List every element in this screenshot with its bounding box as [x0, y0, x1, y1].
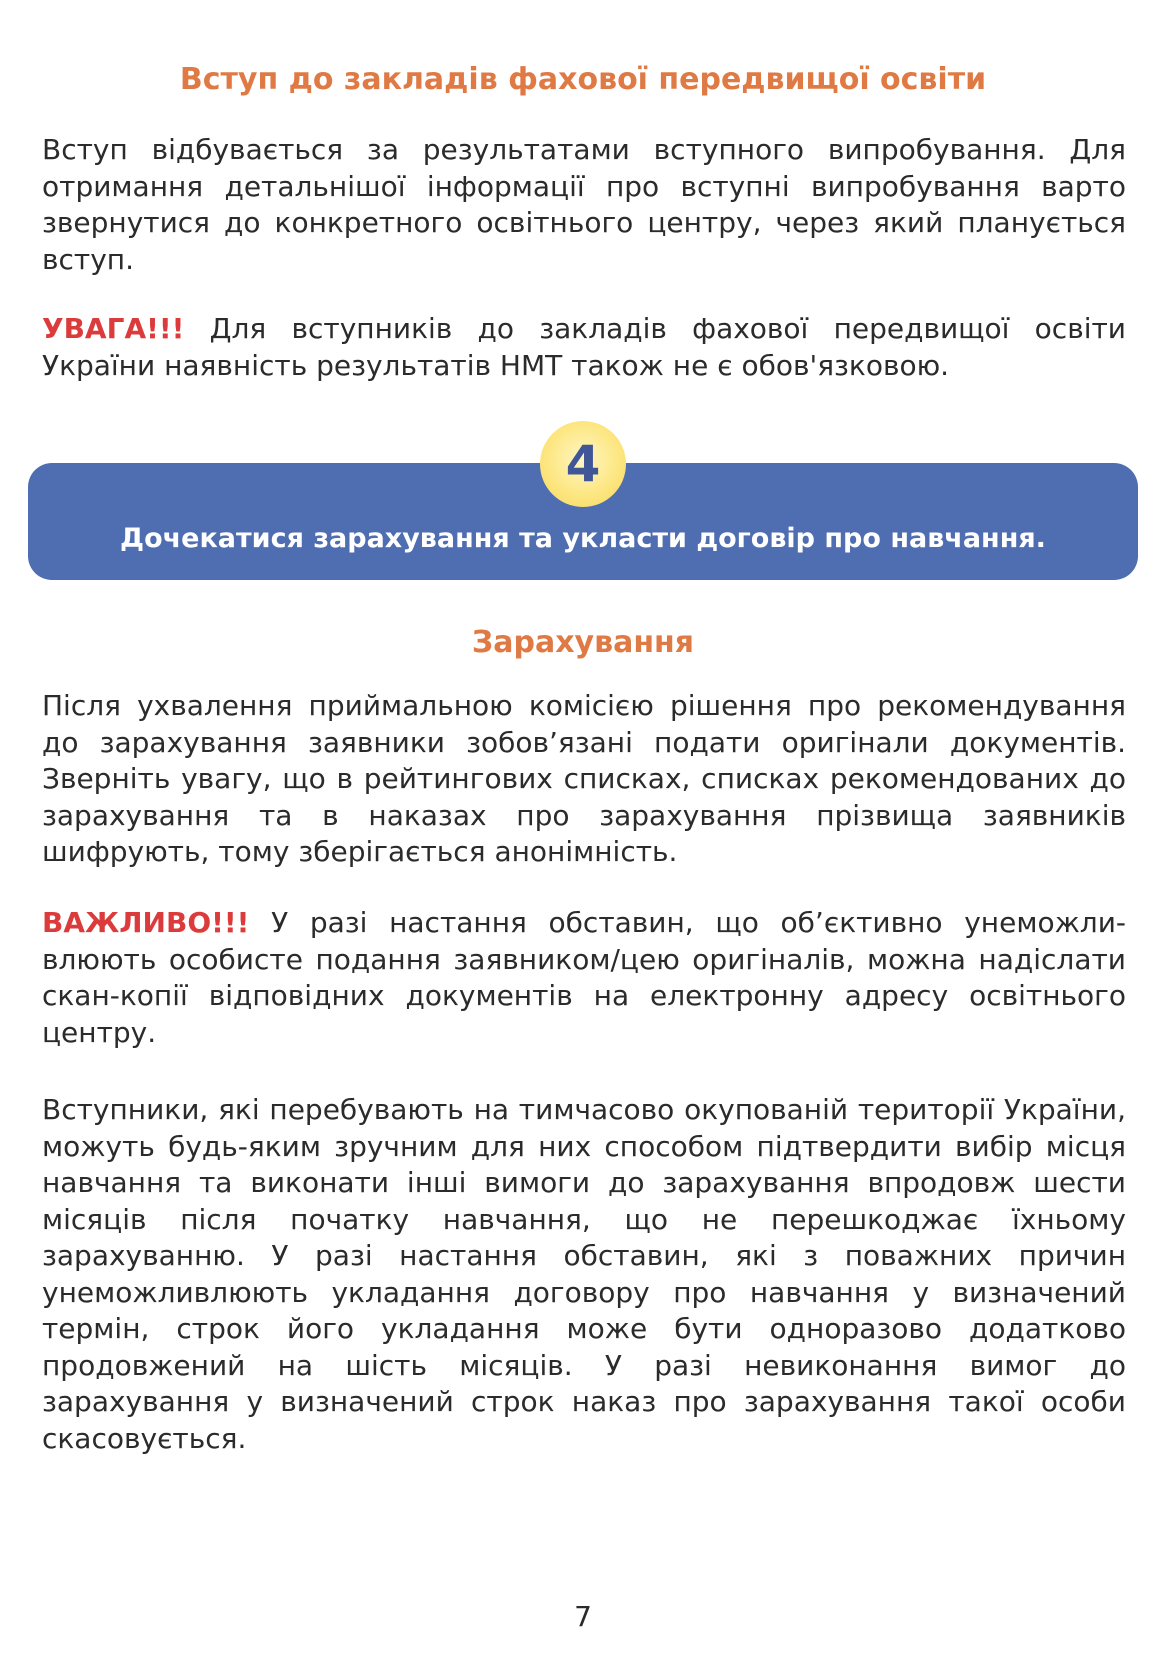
occupied-territory-paragraph: Вступники, які перебувають на тимчасово окупованій території України, можуть будь-яким зручним для них способом підтвердити вибір місця навчання та виконати інші вимоги до зарахування впродовж шести місяців після початку навчання, що не перешкоджає їхньому зарахуванню. У разі настання обставин, які з поважних причин унеможливлюють укладання договору про навчання у визначений термін, строк його укладання може бути одноразово додатково продовжений на шість місяців. У разі невиконання вимог до зарахування у визначений строк наказ про зарахування такої особи скасовується.	[42, 1093, 1126, 1455]
attention-note	[42, 311, 1126, 384]
attention-label: УВАГА!!!	[42, 312, 185, 345]
important-label: ВАЖЛИВО!!!	[42, 906, 250, 939]
step-banner-text: Дочекатися зарахування та укласти договір про навчання.	[120, 523, 1046, 554]
attention-text: Для вступників до закладів фахової передвищої освіти України наявність результатів НМТ також не є обов'язковою.	[42, 312, 1126, 382]
section-heading-admission: Вступ до закладів фахової передвищої освіти	[179, 62, 987, 97]
enrollment-paragraph: Після ухвалення приймальною комісією рішення про рекомендування до зарахування заявники зобов’язані подати оригінали документів. Зверніть увагу, що в рейтингових списках, списках рекомендованих до зарахування та в наказах про зарахування прізвища заявників шифрують, тому зберігається анонімність.	[42, 689, 1126, 868]
important-note	[42, 905, 1126, 1051]
page-number: 7	[574, 1600, 592, 1633]
section-heading-enrollment: Зарахування	[471, 625, 695, 660]
admission-paragraph: Вступ відбувається за результатами вступного випробування. Для отримання детальнішої інформації про вступні випробування варто звернутися до конкретного освітнього центру, через який планується вступ.	[42, 133, 1126, 276]
important-text: У разі настання обставин, що об’єктивно унеможливлюють особисте подання заявником/цею оригіналів, можна надіслати скан-копії відповідних документів на електронну адресу освітнього центру.	[42, 906, 1126, 1049]
step-number-badge: 4	[540, 421, 626, 507]
